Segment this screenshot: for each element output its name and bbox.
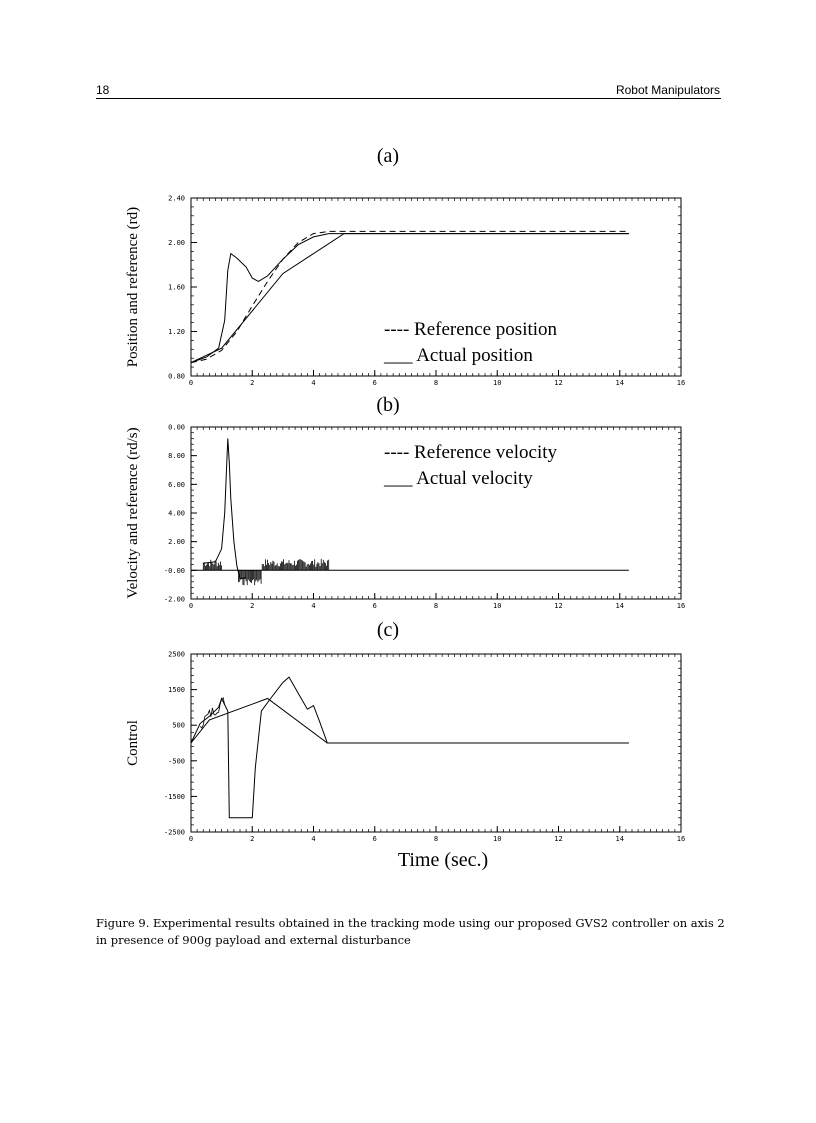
x-tick-label: 12 <box>554 835 563 843</box>
y-tick-label: 500 <box>172 721 185 730</box>
series-line <box>191 234 629 363</box>
x-tick-label: 0 <box>188 379 194 387</box>
y-tick-label: -2.00 <box>163 595 185 604</box>
velocity-chatter <box>203 559 328 585</box>
legend-entry: ---- Reference velocity <box>384 442 558 463</box>
y-tick-label: 1.60 <box>168 283 185 292</box>
y-tick-label: 2.00 <box>168 239 185 247</box>
y-tick-label: 1.20 <box>168 328 185 336</box>
page-number: 18 <box>96 83 110 97</box>
x-tick-label: 8 <box>433 602 439 610</box>
figure-caption: Figure 9. Experimental results obtained in the tracking mode using our proposed GVS2 controller on axis 2 in presence of 900g payload and external disturbance <box>96 916 725 947</box>
legend-entry: ___ Actual velocity <box>384 468 533 489</box>
y-tick-label: 0.80 <box>168 372 185 381</box>
series-line <box>203 439 246 579</box>
x-tick-label: 14 <box>615 379 624 387</box>
x-tick-label: 6 <box>372 602 377 610</box>
y-tick-label: 0.00 <box>168 423 185 432</box>
legend-entry: ---- Reference position <box>384 319 558 340</box>
panel-label: (a) <box>376 145 400 167</box>
y-tick-label: 1500 <box>168 686 185 695</box>
legend-entry: ___ Actual position <box>384 345 533 366</box>
x-tick-label: 6 <box>372 379 377 387</box>
y-axis-label: Velocity and reference (rd/s) <box>125 427 141 599</box>
x-tick-label: 4 <box>311 602 316 610</box>
x-tick-label: 8 <box>433 379 439 387</box>
x-tick-label: 12 <box>554 602 563 610</box>
x-tick-label: 0 <box>188 835 194 843</box>
x-tick-label: 8 <box>433 835 439 843</box>
x-tick-label: 10 <box>493 379 502 387</box>
y-tick-label: 6.00 <box>168 480 185 489</box>
x-tick-label: 2 <box>250 379 255 387</box>
x-tick-label: 2 <box>250 835 255 843</box>
x-tick-label: 16 <box>676 835 686 843</box>
series-line <box>191 677 629 818</box>
x-tick-label: 0 <box>188 602 194 610</box>
series-line <box>191 699 629 744</box>
x-tick-label: 6 <box>372 835 377 843</box>
y-tick-label: 8.00 <box>168 452 185 461</box>
y-tick-label: 2.40 <box>168 194 185 203</box>
x-tick-label: 2 <box>250 602 255 610</box>
x-tick-label: 16 <box>676 379 686 387</box>
x-tick-label: 10 <box>493 602 502 610</box>
y-tick-label: 4.00 <box>168 509 185 518</box>
panel-label: (b) <box>376 394 400 416</box>
series-line <box>191 231 629 362</box>
y-axis-label: Control <box>125 720 141 766</box>
x-tick-label: 16 <box>676 602 686 610</box>
x-axis-label: Time (sec.) <box>397 849 489 871</box>
x-tick-label: 14 <box>615 602 624 610</box>
x-tick-label: 4 <box>311 835 316 843</box>
x-tick-label: 10 <box>493 835 502 843</box>
y-axis-label: Position and reference (rd) <box>125 206 141 368</box>
x-tick-label: 14 <box>615 835 624 843</box>
y-tick-label: -500 <box>168 757 185 766</box>
y-tick-label: 2500 <box>168 650 185 659</box>
y-tick-label: -1500 <box>163 792 185 801</box>
y-tick-label: 2.00 <box>168 538 185 547</box>
y-tick-label: -2500 <box>163 828 185 837</box>
series-line <box>191 234 629 363</box>
x-tick-label: 4 <box>311 379 316 387</box>
running-title: Robot Manipulators <box>615 83 720 97</box>
panel-label: (c) <box>376 619 400 641</box>
x-tick-label: 12 <box>554 379 563 387</box>
y-tick-label: -0.00 <box>163 566 185 575</box>
